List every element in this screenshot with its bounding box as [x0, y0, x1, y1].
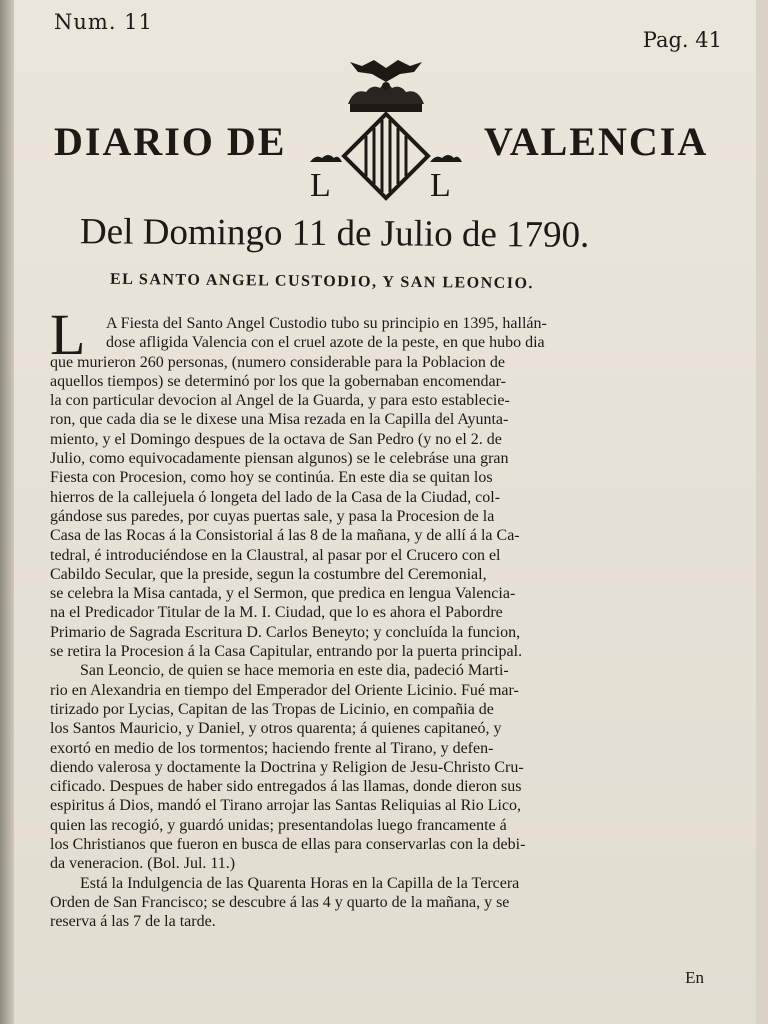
svg-text:L: L	[430, 167, 451, 204]
text-line: los Christianos que fueron en busca de ellas para conservarlas con la debi-	[50, 836, 526, 854]
newspaper-page	[14, 0, 756, 1024]
text-line: se retira la Procesion á la Casa Capitular, entrando por la puerta principal.	[50, 643, 523, 661]
text-line: A Fiesta del Santo Angel Custodio tubo su principio en 1395, hallán-	[106, 315, 547, 332]
text-line: diendo valerosa y doctamente la Doctrina y Religion de Jesu-Christo Cru-	[50, 758, 524, 776]
text-line: la con particular devocion al Angel de la Guarda, y para esto establecie-	[50, 392, 510, 410]
text-line: gándose sus paredes, por cuyas puertas sale, y pasa la Procesion de la	[50, 507, 495, 525]
issue-date: Del Domingo 11 de Julio de 1790.	[79, 211, 590, 256]
text-line: cificado. Despues de haber sido entregados á las llamas, donde dieron sus	[50, 778, 522, 796]
page-number: Pag. 41	[642, 28, 722, 52]
catchword: En	[685, 968, 704, 987]
text-line: Orden de San Francisco; se descubre á las 4 y quarto de la mañana, y se	[50, 893, 510, 911]
drop-cap: L	[50, 302, 86, 367]
text-line: hierros de la callejuela ó longeta del lado de la Casa de la Ciudad, col-	[50, 488, 501, 506]
issue-number: Num. 11	[54, 10, 153, 34]
text-line: Fiesta con Procesion, como hoy se continúa. En este dia se quitan los	[50, 469, 493, 487]
text-line: tirizado por Lycias, Capitan de las Tropas de Licinio, en compañia de	[50, 700, 494, 718]
text-line: ron, que cada dia se le dixese una Misa rezada en la Capilla del Ayunta-	[50, 411, 509, 429]
text-line: miento, y el Domingo despues de la octava de San Pedro (y no el 2. de	[50, 430, 502, 448]
text-line: tedral, é introduciéndose en la Claustral, al pasar por el Crucero con el	[50, 546, 501, 564]
text-line: dose afligida Valencia con el cruel azote de la peste, en que hubo dia	[106, 334, 545, 352]
text-line: reserva á las 7 de la tarde.	[50, 913, 216, 931]
text-line: rio en Alexandria en tiempo del Emperador del Oriente Licinio. Fué mar-	[50, 681, 519, 699]
text-line: na el Predicador Titular de la M. I. Ciudad, que lo es ahora el Pabordre	[50, 604, 503, 622]
text-line: Julio, como equivocadamente piensan algunos) se le celebráse una gran	[50, 450, 509, 468]
page-edge	[0, 0, 14, 1024]
text-line: los Santos Mauricio, y Daniel, y otros quarenta; á quienes capitaneó, y	[50, 720, 502, 738]
feast-heading: EL SANTO ANGEL CUSTODIO, Y SAN LEONCIO.	[109, 270, 535, 293]
valencia-coat-of-arms-icon	[306, 56, 466, 206]
masthead-right: VALENCIA	[484, 119, 709, 164]
text-line: San Leoncio, de quien se hace memoria en este dia, padeció Marti-	[80, 662, 509, 680]
text-line: exortó en medio de los tormentos; haciendo frente al Tirano, y defen-	[50, 739, 494, 757]
text-line: se celebra la Misa cantada, y el Sermon, que predica en lengua Valencia-	[50, 585, 516, 603]
text-line: quien las recogió, y guardó unidas; presentandolas luego francamente á	[50, 816, 507, 834]
article-body	[50, 314, 728, 932]
text-line: Cabildo Secular, que la preside, segun la costumbre del Ceremonial,	[50, 565, 487, 583]
text-line: Está la Indulgencia de las Quarenta Horas en la Capilla de la Tercera	[80, 874, 520, 892]
text-line: espiritus á Dios, mandó el Tirano arrojar las Santas Reliquias al Rio Lico,	[50, 797, 522, 815]
svg-text:L: L	[310, 167, 331, 204]
text-line: que murieron 260 personas, (numero considerable para la Poblacion de	[50, 353, 505, 371]
text-line: Casa de las Rocas á la Consistorial á las 8 de la mañana, y de allí á la Ca-	[50, 527, 520, 545]
text-line: aquellos tiempos) se determinó por los que la gobernaban encomendar-	[50, 372, 506, 390]
text-line: Primario de Sagrada Escritura D. Carlos Beneyto; y concluída la funcion,	[50, 623, 521, 641]
masthead-left: DIARIO DE	[54, 119, 287, 164]
text-line: da veneracion. (Bol. Jul. 11.)	[50, 855, 236, 873]
